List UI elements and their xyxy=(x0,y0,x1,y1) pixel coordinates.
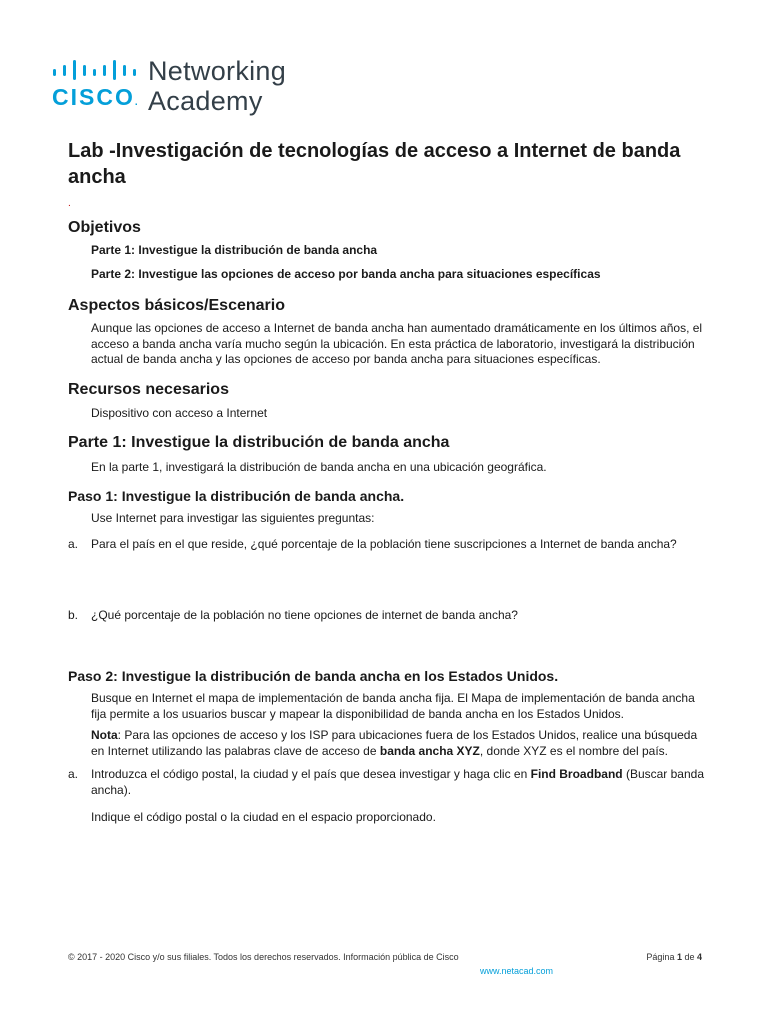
paso2-steps xyxy=(68,767,704,826)
paso1-questions xyxy=(68,537,704,623)
list-marker: a. xyxy=(68,767,79,781)
list-marker: a. xyxy=(68,537,79,551)
page-title: Lab -Investigación de tecnologías de acceso a Internet de banda ancha xyxy=(68,140,681,188)
list-item-subtext: Indique el código postal o la ciudad en el espacio proporcionado. xyxy=(91,810,436,824)
paso2-text: Busque en Internet el mapa de implementación de banda ancha fija. El Mapa de implementación de banda ancha fija permite a los usuarios buscar y mapear la disponibilidad de banda ancha en los Estados Unidos. xyxy=(91,691,695,721)
parte1-text: En la parte 1, investigará la distribución de banda ancha en una ubicación geográfica. xyxy=(91,460,547,474)
recursos-heading: Recursos necesarios xyxy=(68,380,229,398)
list-item: a. Introduzca el código postal, la ciudad y el país que desea investigar y haga clic en Find Broadband (Buscar banda ancha). Indique el código postal o la ciudad en el espacio proporcionado. xyxy=(68,767,704,824)
cisco-wordmark: CISCO. xyxy=(52,84,140,110)
objetivos-list xyxy=(91,243,704,282)
list-item xyxy=(68,537,704,553)
paso1-intro: Use Internet para investigar las siguientes preguntas: xyxy=(91,510,375,525)
page-number: Página 1 de 4 xyxy=(646,952,702,962)
aspectos-heading: Aspectos básicos/Escenario xyxy=(68,297,285,314)
aspectos-text: Aunque las opciones de acceso a Internet de banda ancha han aumentado dramáticamente en los últimos años, el acceso a banda ancha varía mucho según la ubicación. En esta práctica de laboratorio, investigará la distribución actual de banda ancha y las opciones de acceso por banda ancha para situaciones específicas. xyxy=(91,321,703,366)
nota-keyword: banda ancha XYZ xyxy=(379,743,480,758)
objetivo-item: Parte 2: Investigue las opciones de acceso por banda ancha para situaciones específicas xyxy=(91,266,601,281)
copyright-text: © 2017 - 2020 Cisco y/o sus filiales. Todos los derechos reservados. Información pública de Cisco xyxy=(68,952,459,962)
objetivo-item: Parte 1: Investigue la distribución de banda ancha xyxy=(91,243,378,257)
red-mark: . xyxy=(68,198,71,209)
cisco-bridge-bars-icon xyxy=(52,60,142,80)
paso2-nota: Nota: Para las opciones de acceso y los ISP para ubicaciones fuera de los Estados Unidos, realice una búsqueda en Internet utilizando las palabras clave de acceso de banda ancha XYZ, donde XYZ es el nombre del país. xyxy=(91,728,698,758)
parte1-heading: Parte 1: Investigue la distribución de banda ancha xyxy=(68,434,450,451)
list-item-text: ¿Qué porcentaje de la población no tiene opciones de internet de banda ancha? xyxy=(91,607,518,622)
cisco-networking-academy-logo xyxy=(52,58,312,118)
paso2-heading: Paso 2: Investigue la distribución de banda ancha en los Estados Unidos. xyxy=(68,668,559,684)
recursos-text: Dispositivo con acceso a Internet xyxy=(91,405,268,420)
list-item-text: Para el país en el que reside, ¿qué porcentaje de la población tiene suscripciones a Internet de banda ancha? xyxy=(91,537,677,551)
document-body xyxy=(68,138,704,826)
list-item xyxy=(68,608,704,624)
objetivos-heading: Objetivos xyxy=(68,219,141,236)
netacad-link[interactable]: www.netacad.com xyxy=(480,966,554,976)
paso1-heading: Paso 1: Investigue la distribución de banda ancha. xyxy=(68,487,405,504)
list-marker: b. xyxy=(68,607,79,622)
logo-networking-text: Networking xyxy=(148,56,287,86)
find-broadband-label: Find Broadband xyxy=(530,767,623,781)
logo-academy-text: Academy xyxy=(148,86,263,116)
nota-label: Nota xyxy=(91,728,118,742)
